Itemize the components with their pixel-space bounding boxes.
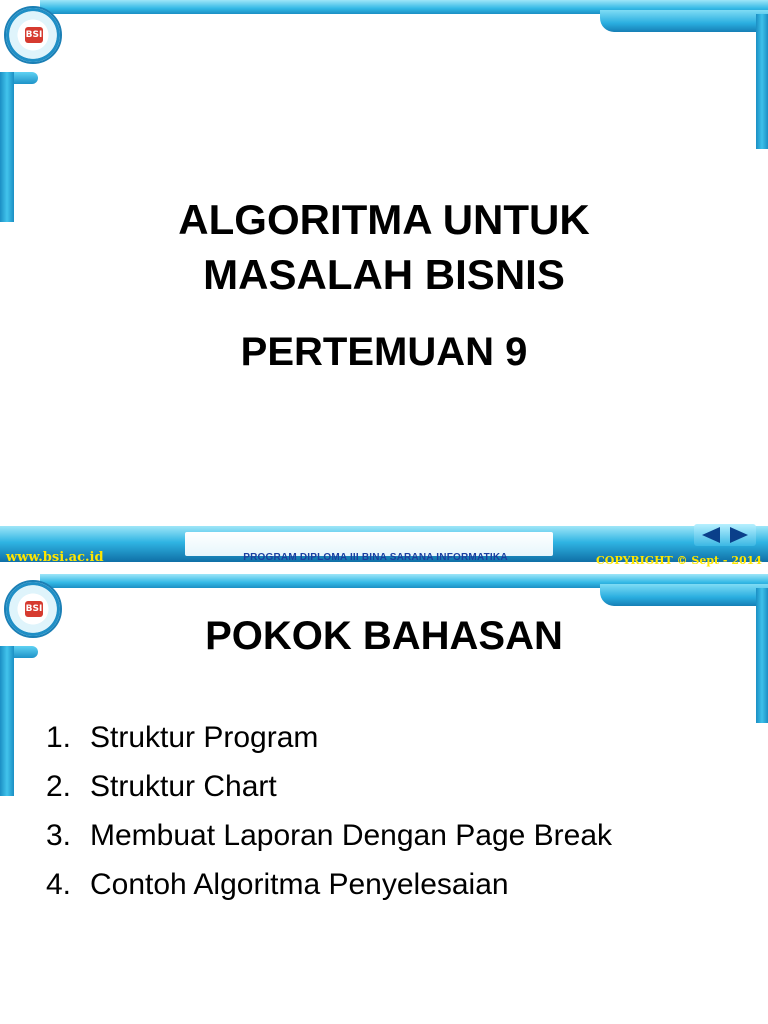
footer-website[interactable]: www.bsi.ac.id: [6, 550, 104, 565]
list-item-number: 2.: [46, 770, 72, 803]
list-item-text: Membuat Laporan Dengan Page Break: [90, 819, 613, 852]
logo-mark: BSI: [25, 27, 43, 43]
topic-list: [46, 720, 612, 916]
list-item: [46, 818, 612, 867]
title-line-2: MASALAH BISNIS: [203, 251, 565, 298]
list-item: [46, 720, 612, 769]
list-item: [46, 769, 612, 818]
bsi-logo: [4, 6, 62, 64]
nav-arrows: [694, 524, 756, 546]
top-frame-tab: [600, 584, 768, 606]
list-item-text: Struktur Program: [90, 721, 319, 754]
slide-heading: POKOK BAHASAN: [205, 614, 563, 658]
title-line-1: ALGORITMA UNTUK: [178, 196, 590, 243]
previous-arrow-icon[interactable]: [702, 527, 720, 543]
list-item-text: Struktur Chart: [90, 770, 277, 803]
left-frame-bar: [0, 646, 14, 796]
list-item-number: 1.: [46, 721, 72, 754]
list-item-number: 4.: [46, 868, 72, 901]
next-arrow-icon[interactable]: [730, 527, 748, 543]
content-slide: [0, 574, 768, 1024]
footer-bar: [0, 518, 768, 574]
slide-title: [0, 192, 768, 302]
slide-subtitle: PERTEMUAN 9: [240, 330, 528, 374]
list-item-text: Contoh Algoritma Penyelesaian: [90, 868, 509, 901]
logo-mark: BSI: [25, 601, 43, 617]
footer-program-name: PROGRAM DIPLOMA III BINA SARANA INFORMATIKA: [243, 552, 508, 563]
top-frame-tab: [600, 10, 768, 32]
list-item-number: 3.: [46, 819, 72, 852]
right-frame-bar: [756, 14, 768, 149]
list-item: [46, 867, 612, 916]
footer-copyright: COPYRIGHT © Sept - 2014: [596, 554, 762, 567]
